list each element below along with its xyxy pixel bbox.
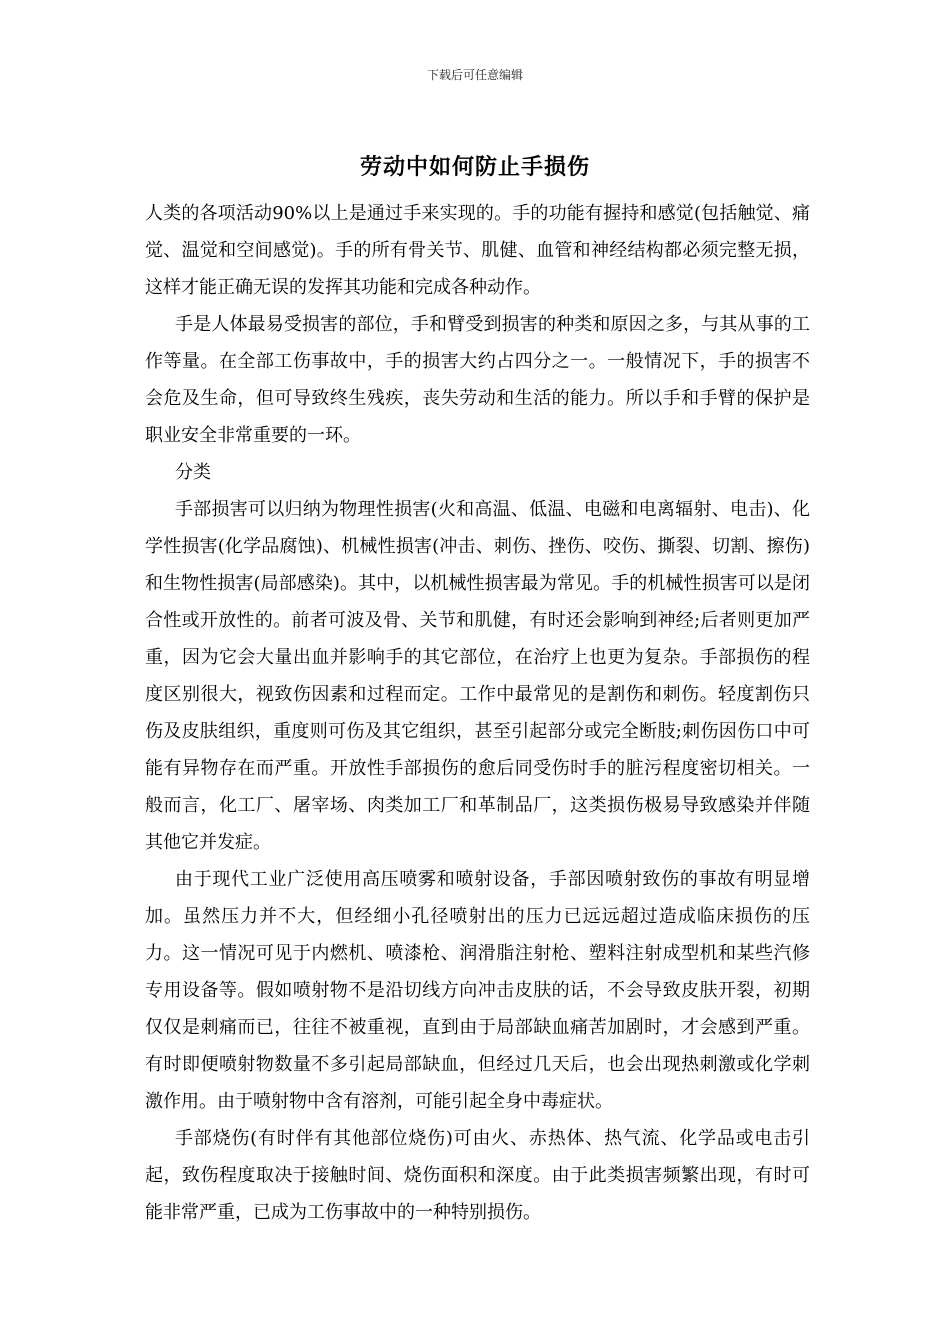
paragraph-intro: 人类的各项活动90%以上是通过手来实现的。手的功能有握持和感觉(包括触觉、痛觉、温觉和空间感觉)。手的所有骨关节、肌健、血管和神经结构都必须完整无损，这样才能正确无误的发挥其功能和完成各种动作。 xyxy=(145,203,810,298)
document-title: 劳动中如何防止手损伤 xyxy=(359,155,590,180)
paragraph-injection-injury: 由于现代工业广泛使用高压喷雾和喷射设备，手部因喷射致伤的事故有明显增加。虽然压力并不大，但经细小孔径喷射出的压力已远远超过造成临床损伤的压力。这一情况可见于内燃机、喷漆枪、润滑脂注射枪、塑料注射成型机和某些汽修专用设备等。假如喷射物不是沿切线方向冲击皮肤的话，不会导致皮肤开裂，初期仅仅是刺痛而已，往往不被重视，直到由于局部缺血痛苦加剧时，才会感到严重。有时即便喷射物数量不多引起局部缺血，但经过几天后，也会出现热刺激或化学刺激作用。由于喷射物中含有溶剂，可能引起全身中毒症状。 xyxy=(145,869,810,1112)
section-heading-classification: 分类 xyxy=(175,462,211,483)
paragraph-vulnerability: 手是人体最易受损害的部位，手和臂受到损害的种类和原因之多，与其从事的工作等量。在全部工伤事故中，手的损害大约占四分之一。一般情况下，手的损害不会危及生命，但可导致终生残疾，丧失劳动和生活的能力。所以手和手臂的保护是职业安全非常重要的一环。 xyxy=(145,314,810,446)
document-body xyxy=(145,195,810,1231)
page-header: 下载后可任意编辑 xyxy=(426,68,523,82)
paragraph-injury-types: 手部损害可以归纳为物理性损害(火和高温、低温、电磁和电离辐射、电击)、化学性损害(化学品腐蚀)、机械性损害(冲击、刺伤、挫伤、咬伤、撕裂、切割、擦伤)和生物性损害(局部感染)。其中，以机械性损害最为常见。手的机械性损害可以是闭合性或开放性的。前者可波及骨、关节和肌健，有时还会影响到神经;后者则更加严重，因为它会大量出血并影响手的其它部位，在治疗上也更为复杂。手部损伤的程度区别很大，视致伤因素和过程而定。工作中最常见的是割伤和刺伤。轻度割伤只伤及皮肤组织，重度则可伤及其它组织，甚至引起部分或完全断肢;刺伤因伤口中可能有异物存在而严重。开放性手部损伤的愈后同受伤时手的脏污程度密切相关。一般而言，化工厂、屠宰场、肉类加工厂和革制品厂，这类损伤极易导致感染并伴随其他它并发症。 xyxy=(145,499,810,853)
paragraph-burns: 手部烧伤(有时伴有其他部位烧伤)可由火、赤热体、热气流、化学品或电击引起，致伤程度取决于接触时间、烧伤面积和深度。由于此类损害频繁出现，有时可能非常严重，已成为工伤事故中的一种特别损伤。 xyxy=(145,1128,810,1223)
